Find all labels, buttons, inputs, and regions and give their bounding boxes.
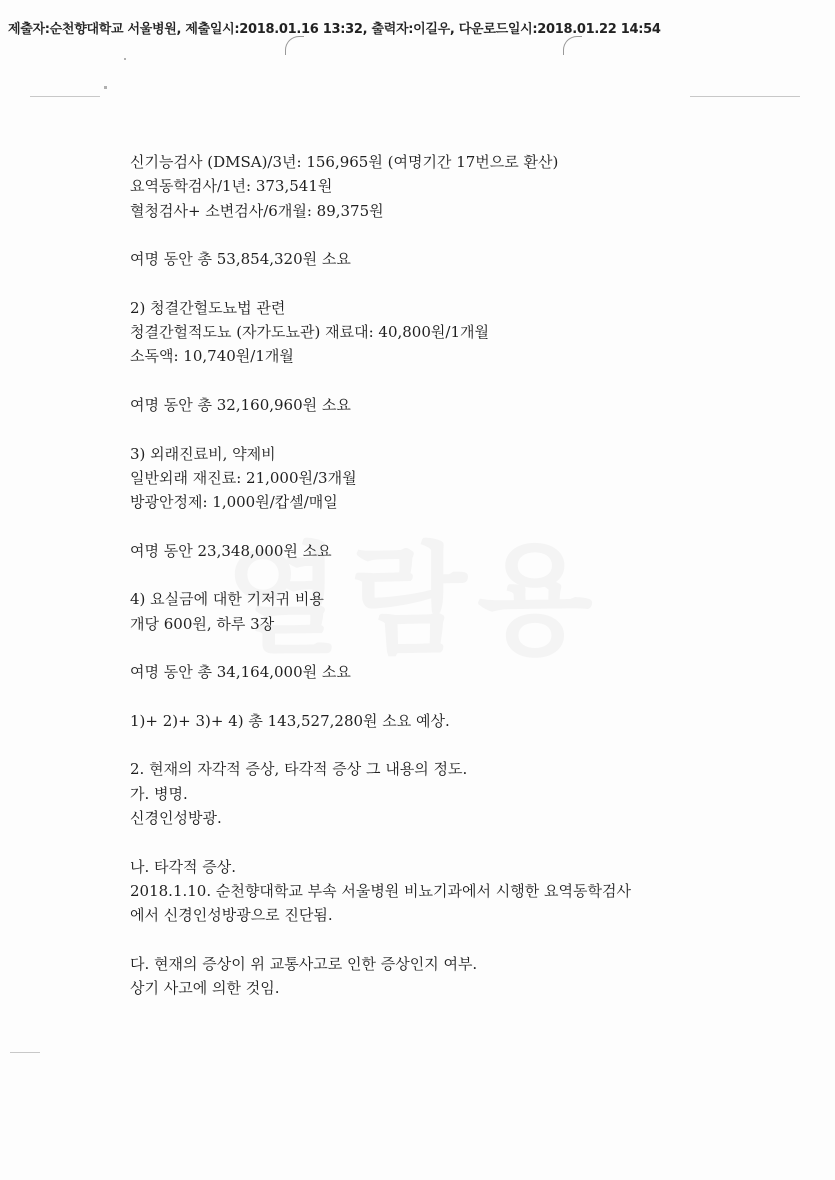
text-line: 나. 타각적 증상. [130,857,237,876]
blank-line [130,733,770,757]
scan-mark-left [285,36,304,55]
blank-line [130,830,770,854]
text-line: 2) 청결간헐도뇨법 관련 [130,298,286,317]
blank-line [130,271,770,295]
blank-line [130,928,770,952]
text-line: 여명 동안 총 53,854,320원 소요 [130,250,351,269]
text-line: 청결간헐적도뇨 (자가도뇨관) 재료대: 40,800원/1개월 [130,323,489,342]
text-line: 여명 동안 총 34,164,000원 소요 [130,663,351,682]
text-line: 혈청검사+ 소변검사/6개월: 89,375원 [130,201,384,220]
blank-line [130,369,770,393]
text-line: 신기능검사 (DMSA)/3년: 156,965원 (여명기간 17번으로 환산) [130,153,559,171]
scan-rule-top [30,96,100,97]
scan-edge-mark [104,86,107,89]
blank-line [130,514,770,538]
submission-header: 제출자:순천향대학교 서울병원, 제출일시:2018.01.16 13:32, 출력자:이길우, 다운로드일시:2018.01.22 14:54 [8,22,661,37]
blank-line [130,685,770,709]
text-line: 방광안정제: 1,000원/캅셀/매일 [130,493,338,512]
text-line: 신경인성방광. [130,809,222,828]
text-line: 일반외래 재진료: 21,000원/3개월 [130,468,357,487]
text-line: 1)+ 2)+ 3)+ 4) 총 143,527,280원 소요 예상. [130,711,450,730]
scan-rule-top-right [690,96,800,97]
text-line: 에서 신경인성방광으로 진단됨. [130,906,333,925]
text-line: 여명 동안 총 32,160,960원 소요 [130,395,351,414]
text-line: 개당 600원, 하루 3장 [130,614,275,633]
text-line: 가. 병명. [130,784,188,803]
blank-line [130,417,770,441]
scan-rule-bottom [10,1052,40,1053]
blank-line [130,223,770,247]
text-line: 2018.1.10. 순천향대학교 부속 서울병원 비뇨기과에서 시행한 요역동학검사 [130,881,631,900]
text-line: 소독액: 10,740원/1개월 [130,347,294,366]
text-line: 다. 현재의 증상이 위 교통사고로 인한 증상인지 여부. [130,954,478,973]
text-line: 4) 요실금에 대한 기저귀 비용 [130,590,324,609]
text-line: 상기 사고에 의한 것임. [130,979,280,998]
text-line: 3) 외래진료비, 약제비 [130,444,276,463]
text-line: 여명 동안 23,348,000원 소요 [130,541,332,560]
scan-edge-mark-2 [124,58,126,60]
scan-mark-right [563,36,582,55]
blank-line [130,563,770,587]
text-line: 요역동학검사/1년: 373,541원 [130,177,333,196]
text-line: 2. 현재의 자각적 증상, 타각적 증상 그 내용의 정도. [130,760,468,779]
document-body [130,150,770,1000]
blank-line [130,636,770,660]
